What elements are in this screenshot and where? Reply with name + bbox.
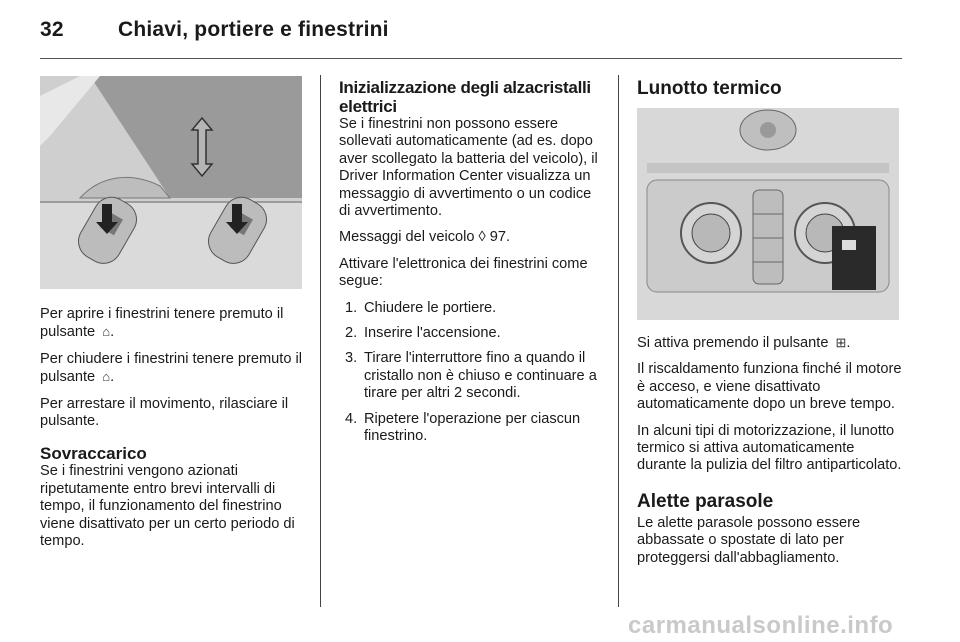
vehicle-messages-reference: Messaggi del veicolo ◊ 97. xyxy=(339,229,511,246)
activation-steps xyxy=(339,300,605,446)
window-open-icon: ⌂ xyxy=(102,324,111,340)
activation-paragraph: Si attiva premendo il pulsante ⊞. xyxy=(637,335,851,351)
climate-panel-illustration xyxy=(637,108,899,320)
open-windows-paragraph: Per aprire i finestrini tenere premuto il pulsante ⌂. xyxy=(40,306,284,341)
initialization-heading: Inizializzazione degli alzacristalli elettrici xyxy=(339,78,591,116)
column-2 xyxy=(339,78,605,454)
column-1 xyxy=(40,306,306,559)
header-rule xyxy=(40,58,902,59)
rear-defrost-heading: Lunotto termico xyxy=(637,78,782,99)
window-switch-illustration xyxy=(40,76,302,289)
column-3-text xyxy=(637,334,903,576)
column-divider-1 xyxy=(320,75,321,607)
page-number: 32 xyxy=(40,18,64,41)
watermark: carmanualsonline.info xyxy=(628,612,894,639)
list-item: 4. Ripetere l'operazione per ciascun finestrino. xyxy=(345,410,581,445)
overload-paragraph: Se i finestrini vengono azionati ripetutamente entro brevi intervalli di tempo, il funzionamento del finestrino viene disattivato per un certo periodo di tempo. xyxy=(40,463,295,550)
list-item: 3. Tirare l'interruttore fino a quando il cristallo non è chiuso e continuare a tirare per altri 2 secondi. xyxy=(345,350,597,402)
particulate-filter-paragraph: In alcuni tipi di motorizzazione, il lunotto termico si attiva automaticamente durante la pulizia del filtro antiparticolato. xyxy=(637,422,902,474)
sun-visors-heading: Alette parasole xyxy=(637,490,774,512)
activation-intro: Attivare l'elettronica dei finestrini come segue: xyxy=(339,255,588,290)
list-item: 2. Inserire l'accensione. xyxy=(345,325,501,342)
initialization-paragraph: Se i finestrini non possono essere sollevati automaticamente (ad es. dopo aver scollegato la batteria del veicolo), il Driver Information Center visualizza un messaggio di avvertimento o un codice di avvertimento. xyxy=(339,116,598,220)
stop-movement-paragraph: Per arrestare il movimento, rilasciare il pulsante. xyxy=(40,395,289,430)
heating-paragraph: Il riscaldamento funziona finché il motore è acceso, e viene disattivato automaticamente dopo un breve tempo. xyxy=(637,361,902,413)
close-windows-paragraph: Per chiudere i finestrini tenere premuto il pulsante ⌂. xyxy=(40,350,303,386)
page-header xyxy=(40,18,389,42)
overload-heading: Sovraccarico xyxy=(40,444,147,464)
column-3 xyxy=(637,78,902,100)
window-close-icon: ⌂ xyxy=(102,369,111,385)
rear-window-defrost-icon: ⊞ xyxy=(835,335,847,350)
list-item: 1. Chiudere le portiere. xyxy=(345,299,497,316)
chapter-title: Chiavi, portiere e finestrini xyxy=(118,18,389,41)
column-divider-2 xyxy=(618,75,619,607)
sun-visors-paragraph: Le alette parasole possono essere abbassate o spostate di lato per proteggersi dall'abbagliamento. xyxy=(637,514,861,566)
